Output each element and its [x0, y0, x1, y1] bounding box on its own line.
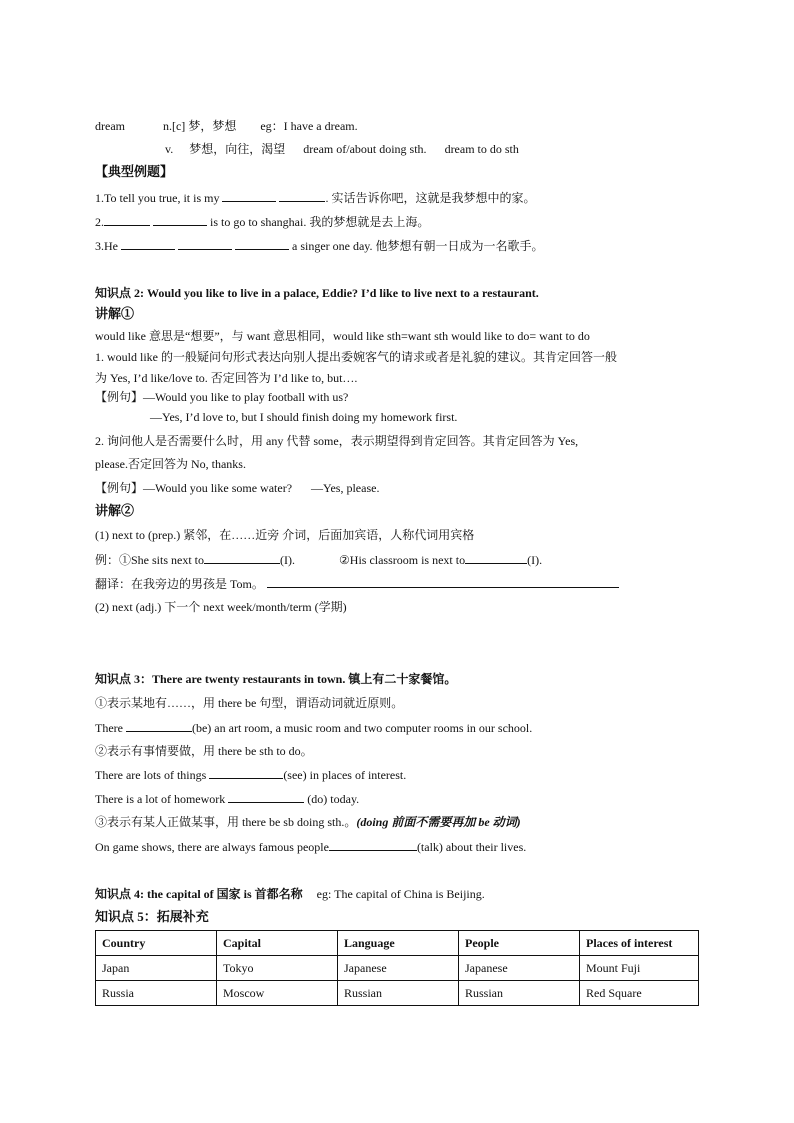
- table-row: [96, 956, 699, 981]
- kp2-next-adj: (2) next (adj.) 下一个 next week/month/term (学期): [95, 600, 347, 614]
- cell-places: Red Square: [580, 981, 699, 1006]
- sentence-start: On game shows, there are always famous people: [95, 840, 329, 854]
- example-question: —Would you like some water?: [143, 481, 293, 495]
- cell-country: Russia: [96, 981, 217, 1006]
- example-label: 【例句】: [95, 481, 144, 495]
- verb-usage-2: dream to do sth: [444, 142, 519, 156]
- blank[interactable]: [329, 838, 417, 851]
- example-3: [95, 237, 544, 254]
- col-header-language: Language: [338, 931, 459, 956]
- kp2-line-3: 为 Yes, I’d like/love to. 否定回答为 I’d like to, but….: [95, 371, 358, 385]
- word-dream: dream: [95, 119, 125, 133]
- blank[interactable]: [104, 213, 150, 226]
- kp3-point-3: [95, 814, 521, 830]
- sentence-end: (see) in places of interest.: [283, 768, 407, 782]
- example-label: 【例句】: [95, 390, 144, 404]
- translate-blank[interactable]: [267, 575, 619, 588]
- kp2-line-1: would like 意思是“想要”，与 want 意思相同，would like sth=want sth would like to do= want to do: [95, 329, 590, 343]
- next-example-1: 例：①She sits next to: [95, 553, 205, 567]
- noun-meaning: 梦，梦想: [188, 119, 237, 133]
- example-1-end: .: [325, 191, 329, 205]
- example-3-text: 3.He: [95, 239, 118, 253]
- example-2: [95, 213, 429, 230]
- blank[interactable]: [153, 213, 207, 226]
- kp5-title: 知识点 5：拓展补充: [95, 909, 209, 924]
- next-example-1-end: (I).: [280, 553, 296, 567]
- dream-verb-line: [165, 141, 519, 157]
- kp2-title: 知识点 2: Would you like to live in a palace, Eddie? I’d like to live next to a restaurant.: [95, 286, 539, 300]
- kp3-sentence-4: [95, 838, 526, 855]
- extension-table: [95, 930, 699, 1006]
- sentence-end: (talk) about their lives.: [416, 840, 527, 854]
- verb-pos: v.: [165, 142, 174, 156]
- kp4-example: eg: The capital of China is Beijing.: [316, 887, 485, 901]
- cell-capital: Tokyo: [217, 956, 338, 981]
- blank[interactable]: [235, 237, 289, 250]
- kp2-next-examples: [95, 551, 542, 568]
- blank[interactable]: [121, 237, 175, 250]
- sentence-start: There are lots of things: [95, 768, 207, 782]
- kp2-translate: [95, 575, 619, 592]
- point-note: (doing 前面不需要再加 be 动词): [356, 815, 521, 829]
- cell-country: Japan: [96, 956, 217, 981]
- cell-language: Russian: [338, 981, 459, 1006]
- kp3-sentence-1: [95, 719, 532, 736]
- kp2-line-4: 2. 询问他人是否需要什么时，用 any 代替 some，表示期望得到肯定回答。其肯定回答为 Yes,: [95, 434, 579, 448]
- example-2-end: is to go to shanghai.: [210, 215, 307, 229]
- translate-prompt: 翻译：在我旁边的男孩是 Tom。: [95, 577, 264, 591]
- example-3-cn: 他梦想有朝一日成为一名歌手。: [375, 239, 544, 253]
- kp2-explain-2: 讲解②: [95, 503, 135, 518]
- blank[interactable]: [228, 790, 304, 803]
- example-2-text: 2.: [95, 215, 104, 229]
- table-row: [96, 981, 699, 1006]
- kp2-line-5: please.否定回答为 No, thanks.: [95, 457, 246, 471]
- verb-meaning: 梦想，向往，渴望: [189, 142, 286, 156]
- cell-people: Japanese: [459, 956, 580, 981]
- example-3-end: a singer one day.: [292, 239, 373, 253]
- blank[interactable]: [204, 551, 280, 564]
- kp4-title: 知识点 4: the capital of 国家 is 首都名称: [95, 887, 303, 901]
- dream-noun-line: [95, 118, 358, 134]
- kp2-example-2: [95, 480, 379, 496]
- kp3-point-1: ①表示某地有……，用 there be 句型，谓语动词就近原则。: [95, 696, 404, 710]
- table-header-row: [96, 931, 699, 956]
- kp3-sentence-2: [95, 766, 406, 783]
- col-header-places: Places of interest: [580, 931, 699, 956]
- sentence-start: There is a lot of homework: [95, 792, 226, 806]
- blank[interactable]: [465, 551, 527, 564]
- kp2-line-2: 1. would like 的一般疑问句形式表达向别人提出委婉客气的请求或者是礼貌的建议。其肯定回答一般: [95, 350, 617, 364]
- example-answer: —Yes, please.: [311, 481, 380, 495]
- verb-usage-1: dream of/about doing sth.: [303, 142, 427, 156]
- blank[interactable]: [126, 719, 192, 732]
- cell-people: Russian: [459, 981, 580, 1006]
- blank[interactable]: [222, 189, 276, 202]
- noun-pos: n.[c]: [162, 119, 186, 133]
- noun-example: eg：I have a dream.: [260, 119, 358, 133]
- sentence-end: (be) an art room, a music room and two computer rooms in our school.: [191, 721, 533, 735]
- sentence-start: There: [95, 721, 123, 735]
- example-1: [95, 189, 536, 206]
- cell-places: Mount Fuji: [580, 956, 699, 981]
- sentence-end: (do) today.: [307, 792, 360, 806]
- kp3-sentence-3: [95, 790, 359, 807]
- kp4-line: [95, 886, 485, 902]
- example-question: —Would you like to play football with us?: [143, 390, 349, 404]
- next-example-2: ②His classroom is next to: [339, 553, 466, 567]
- next-example-2-end: (I).: [527, 553, 543, 567]
- col-header-capital: Capital: [217, 931, 338, 956]
- blank[interactable]: [279, 189, 325, 202]
- cell-language: Japanese: [338, 956, 459, 981]
- example-1-cn: 实话告诉你吧，这就是我梦想中的家。: [331, 191, 536, 205]
- kp2-example-1-a: —Yes, I’d love to, but I should finish doing my homework first.: [150, 410, 458, 424]
- kp2-next-prep: (1) next to (prep.) 紧邻，在……近旁 介词，后面加宾语，人称代词用宾格: [95, 528, 475, 542]
- kp3-point-2: ②表示有事情要做，用 there be sth to do。: [95, 744, 313, 758]
- kp2-explain-1: 讲解①: [95, 306, 135, 321]
- examples-title: 【典型例题】: [95, 164, 174, 179]
- blank[interactable]: [178, 237, 232, 250]
- kp3-title: 知识点 3：There are twenty restaurants in town. 镇上有二十家餐馆。: [95, 672, 457, 686]
- blank[interactable]: [209, 766, 283, 779]
- example-1-text: 1.To tell you true, it is my: [95, 191, 220, 205]
- col-header-country: Country: [96, 931, 217, 956]
- kp2-example-1-q: [95, 389, 348, 405]
- col-header-people: People: [459, 931, 580, 956]
- example-2-cn: 我的梦想就是去上海。: [309, 215, 430, 229]
- point-text: ③表示有某人正做某事，用 there be sb doing sth.。: [95, 815, 357, 829]
- cell-capital: Moscow: [217, 981, 338, 1006]
